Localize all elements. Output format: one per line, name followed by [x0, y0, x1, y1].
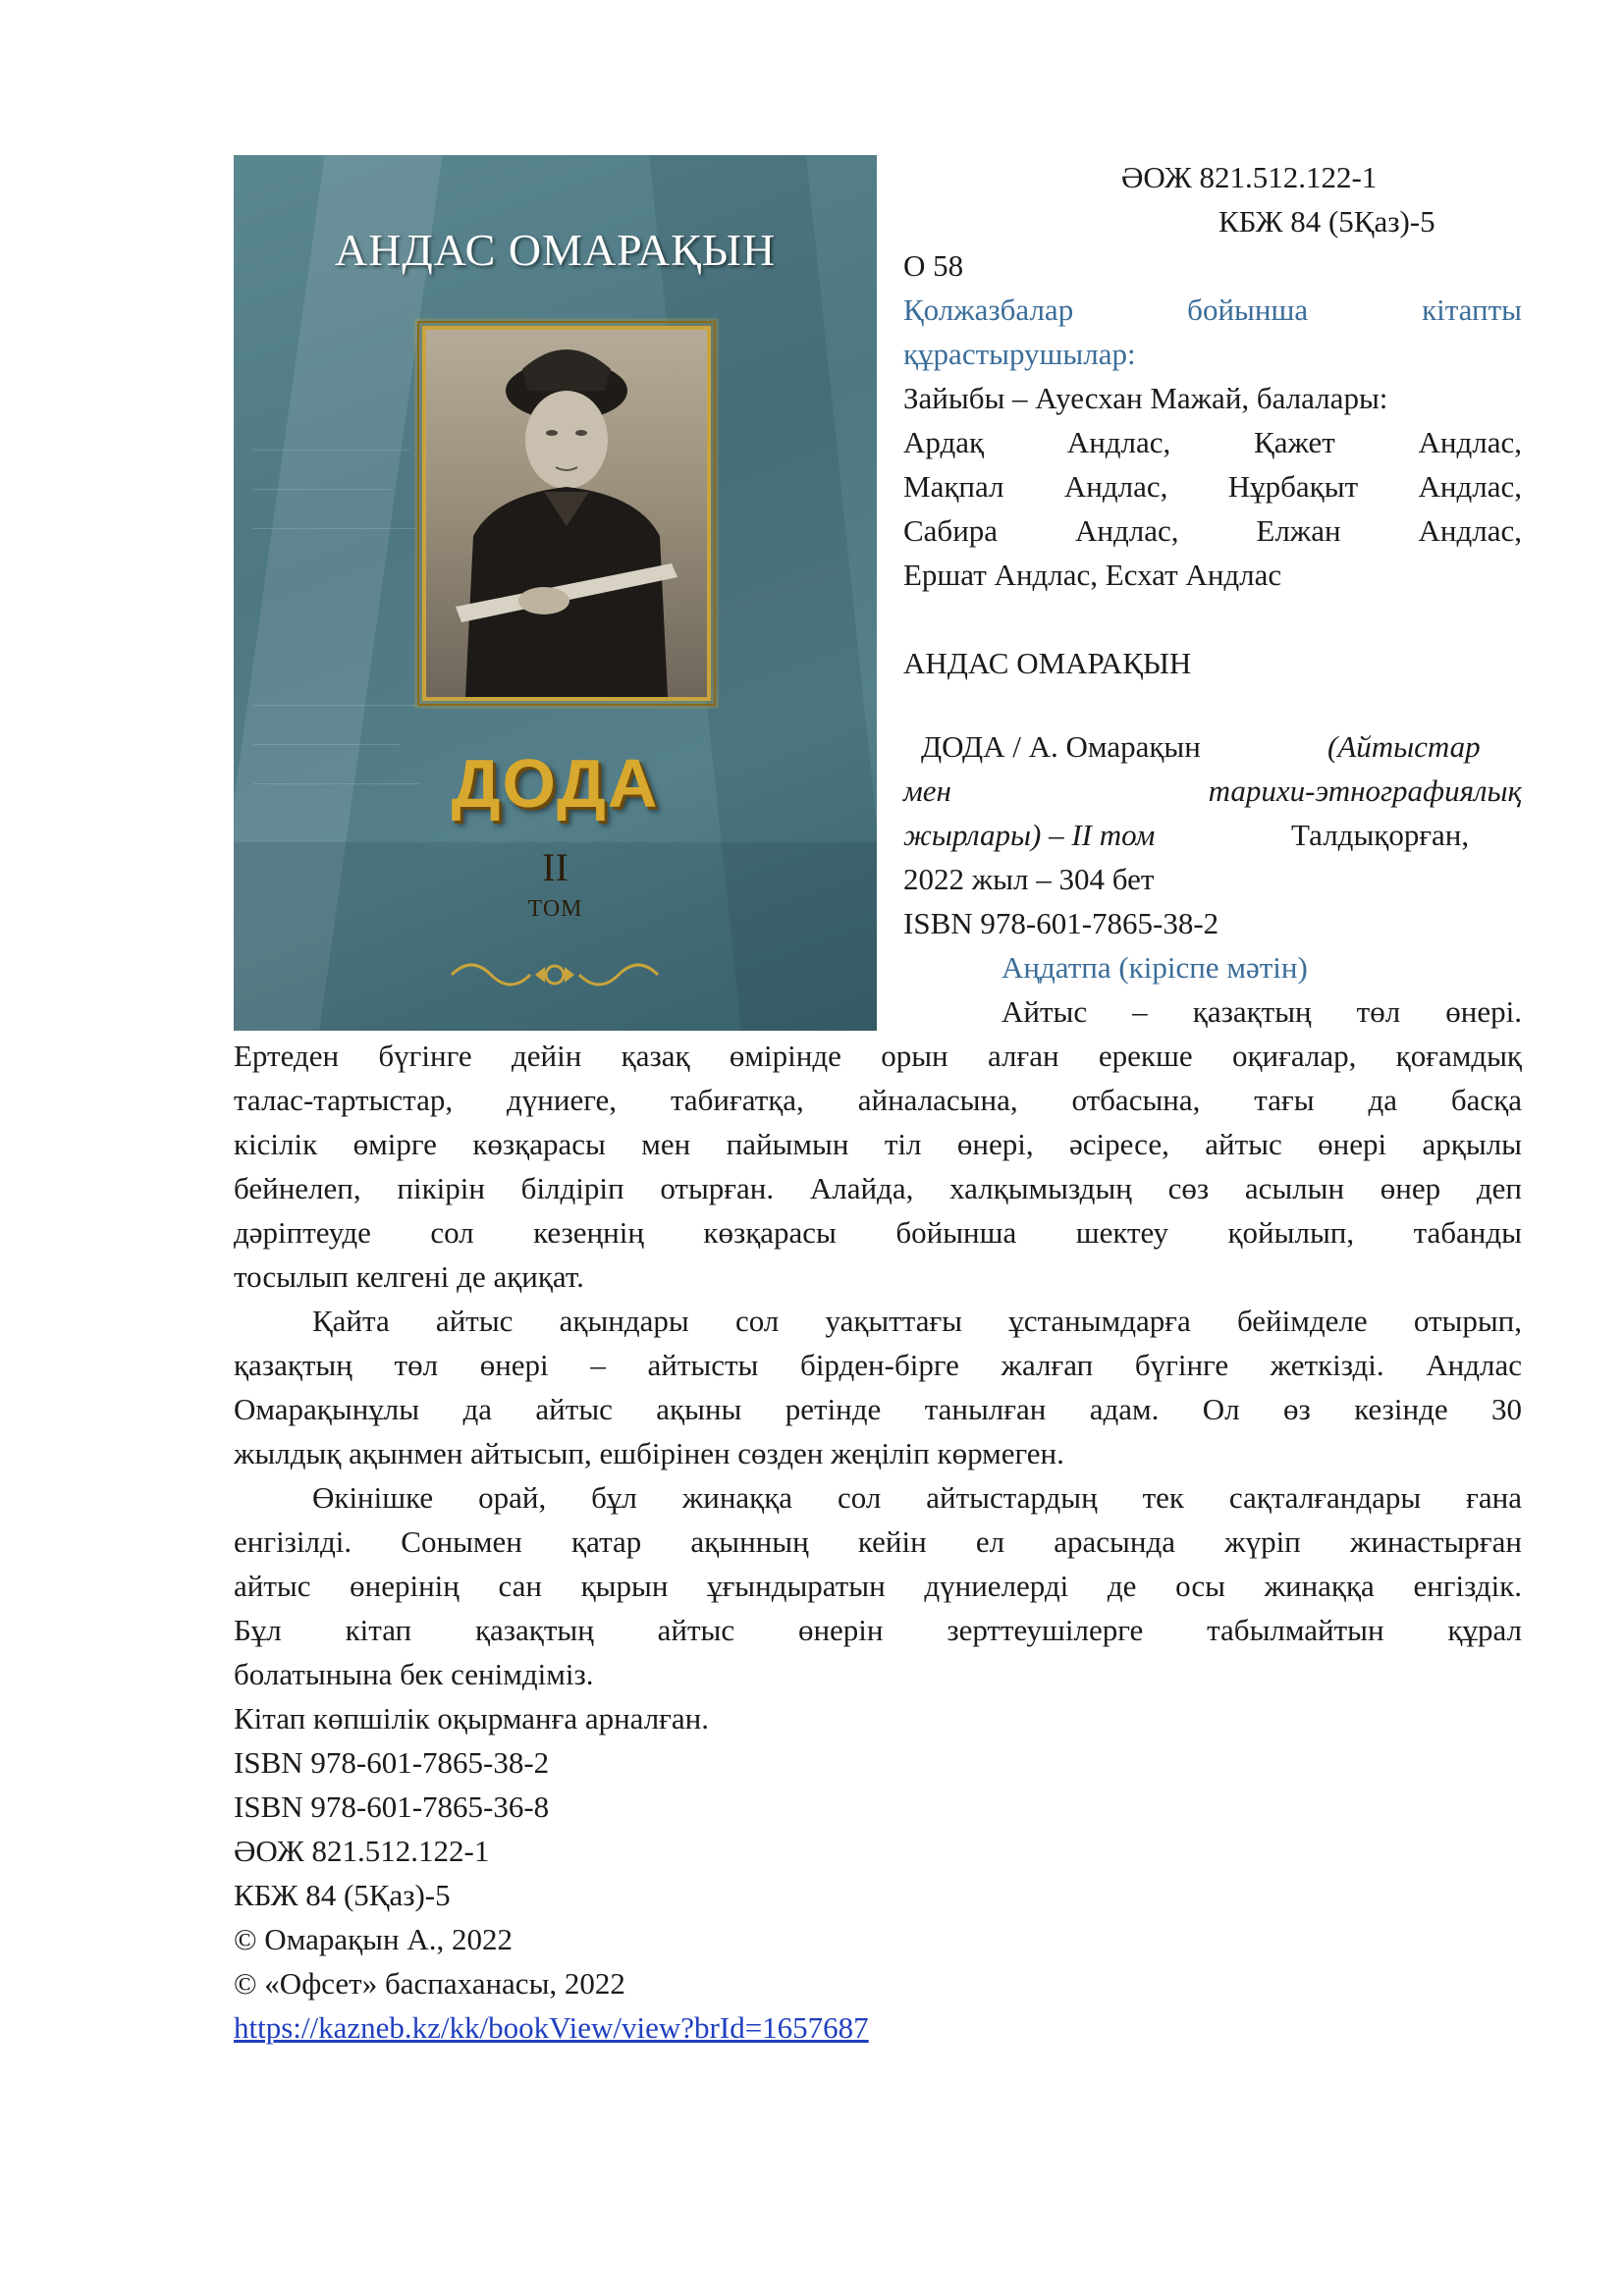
- kazneb-link[interactable]: https://kazneb.kz/kk/bookView/view?brId=1657687: [234, 2010, 869, 2045]
- cover-decor-line: [253, 450, 410, 451]
- compilers-line: Зайыбы – Ауесхан Мажай, балалары:: [903, 381, 1388, 415]
- cover-decor-line: [253, 489, 391, 490]
- portrait-figure: [426, 330, 707, 697]
- abstract-line: бейнелеп, пікірін білдіріп отырған. Алайда, халқымыздың сөз асылын өнер деп: [234, 1171, 1522, 1205]
- cover-volume-word: ТОМ: [527, 896, 583, 922]
- copyright-publisher: © «Офсет» баспаханасы, 2022: [234, 1966, 625, 2001]
- footer-udc: ӘОЖ 821.512.122-1: [234, 1834, 490, 1868]
- abstract-line: айтыс өнерінің сан қырын ұғындыратын дүниелерді де осы жинаққа енгіздік.: [234, 1569, 1522, 1603]
- compilers-heading: Қолжазбалар бойынша кітапты: [903, 293, 1522, 327]
- abstract-line: тосылып келгені де ақиқат.: [234, 1259, 584, 1294]
- abstract-heading: Аңдатпа (кіріспе мәтін): [1001, 950, 1308, 985]
- footer-isbn: ISBN 978-601-7865-38-2: [234, 1745, 550, 1780]
- abstract-line: жылдық ақынмен айтысып, ешбірінен сөзден жеңіліп көрмеген.: [234, 1436, 1064, 1470]
- compilers-line: Ершат Андлас, Есхат Андлас: [903, 558, 1282, 592]
- abstract-line: Ертеден бүгінге дейін қазақ өмірінде орын алған ерекше оқиғалар, қоғамдық: [234, 1039, 1522, 1073]
- author-mark: О 58: [903, 248, 964, 283]
- abstract-line: Өкінішке орай, бұл жинаққа сол айтыстардың тек сақталғандары ғана: [312, 1480, 1522, 1515]
- abstract-line: Бұл кітап қазақтың айтыс өнерін зерттеушілерге табылмайтын құрал: [234, 1613, 1522, 1647]
- udc-code: ӘОЖ 821.512.122-1: [1121, 160, 1378, 194]
- cover-volume-numeral: II: [542, 845, 568, 889]
- abstract-line: кісілік өмірге көзқарасы мен пайымын тіл өнері, әсіресе, айтыс өнері арқылы: [234, 1127, 1522, 1161]
- biblio-subtitle: (Айтыстар: [1327, 729, 1481, 764]
- cover-ornament: [442, 955, 668, 994]
- abstract-line: болатынына бек сенімдіміз.: [234, 1657, 594, 1691]
- abstract-line: қазақтың төл өнері – айтысты бірден-бірге жалғап бүгінге жеткізді. Андлас: [234, 1348, 1522, 1382]
- compilers-heading-cont: құрастырушылар:: [903, 337, 1136, 371]
- cover-author: АНДАС ОМАРАҚЫН: [334, 225, 777, 275]
- book-cover-image: [234, 155, 877, 1031]
- footer-isbn: ISBN 978-601-7865-36-8: [234, 1789, 550, 1824]
- abstract-line: талас-тартыстар, дүниеге, табиғатқа, айналасына, отбасына, тағы да басқа: [234, 1083, 1522, 1117]
- cover-decor-line: [253, 528, 420, 529]
- compilers-line: Мақпал Андлас, Нұрбақыт Андлас,: [903, 469, 1522, 504]
- abstract-line: енгізілді. Сонымен қатар ақынның кейін ел арасында жүріп жинастырған: [234, 1524, 1522, 1559]
- biblio-subtitle-cont: мен тарихи-этнографиялық: [903, 774, 1522, 808]
- compilers-line: Ардақ Андлас, Қажет Андлас,: [903, 425, 1522, 459]
- abstract-line: Айтыс – қазақтың төл өнері.: [1001, 994, 1522, 1029]
- biblio-title-author: ДОДА / А. Омарақын: [921, 729, 1201, 764]
- abstract-line: дәріптеуде сол кезеңнің көзқарасы бойынша шектеу қойылып, табанды: [234, 1215, 1522, 1250]
- compilers-line: Сабира Андлас, Елжан Андлас,: [903, 513, 1522, 548]
- lbc-code: КБЖ 84 (5Қаз)-5: [1218, 204, 1435, 239]
- biblio-subtitle-end: жырлары) – II том: [903, 818, 1156, 852]
- biblio-author: АНДАС ОМАРАҚЫН: [903, 646, 1192, 680]
- abstract-line: Омарақынұлы да айтыс ақыны ретінде танылған адам. Ол өз кезінде 30: [234, 1392, 1522, 1426]
- biblio-isbn: ISBN 978-601-7865-38-2: [903, 906, 1219, 940]
- cover-decor-line: [253, 705, 430, 706]
- footer-lbc: КБЖ 84 (5Қаз)-5: [234, 1878, 451, 1912]
- biblio-year-pages: 2022 жыл – 304 бет: [903, 862, 1155, 896]
- cover-title: ДОДА: [451, 745, 660, 822]
- biblio-place: Талдықорған,: [1291, 818, 1470, 852]
- cover-portrait-photo: [422, 326, 711, 701]
- abstract-line: Қайта айтыс ақындары сол уақыттағы ұстанымдарға бейімделе отырып,: [312, 1304, 1522, 1338]
- copyright-author: © Омарақын А., 2022: [234, 1922, 513, 1956]
- audience-note: Кітап көпшілік оқырманға арналған.: [234, 1701, 709, 1735]
